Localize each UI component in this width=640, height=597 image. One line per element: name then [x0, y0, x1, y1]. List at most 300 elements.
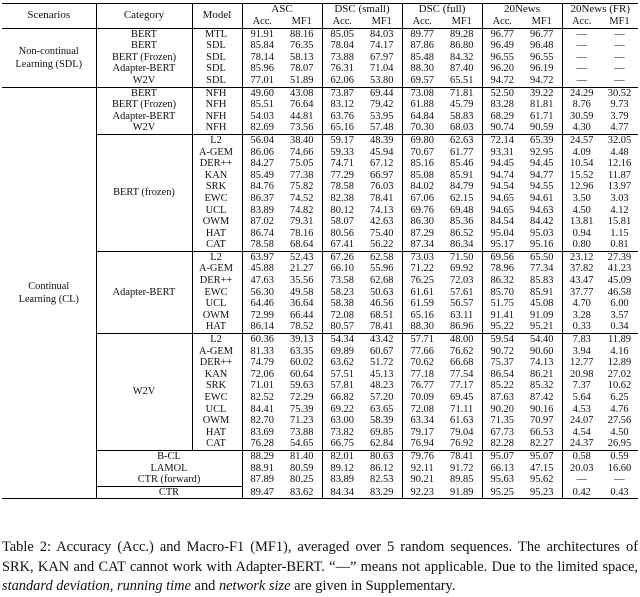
value-cell: 63.65: [362, 404, 402, 416]
value-cell: 9.73: [610, 99, 629, 111]
value-cell: 58.83: [442, 111, 482, 123]
value-cell: 73.82: [330, 426, 354, 438]
value-cell: 50.63: [362, 287, 402, 299]
value-cell: 39.22: [522, 87, 562, 99]
value-cell: 69.56: [482, 251, 522, 263]
value-cell: 48.39: [362, 134, 402, 146]
value-cell: 87.42: [522, 392, 562, 404]
value-cell: 87.86: [410, 40, 434, 52]
value-cell: 57.81: [330, 380, 354, 392]
category-group: W2V: [96, 334, 192, 451]
table-row: [2, 463, 638, 475]
value-cell: 75.40: [362, 228, 402, 240]
value-cell: 60.64: [282, 369, 322, 381]
value-cell: 65.51: [442, 75, 482, 87]
value-cell: 77.38: [282, 170, 322, 182]
table-caption: [2, 538, 638, 597]
scenario-cl: Continual Learning (CL): [2, 87, 96, 499]
value-cell: 4.09: [572, 146, 591, 158]
value-cell: —: [576, 51, 587, 63]
value-cell: 56.30: [250, 286, 274, 298]
value-cell: 12.16: [607, 158, 632, 170]
value-cell: 57.48: [362, 122, 402, 134]
value-cell: 48.23: [362, 380, 402, 392]
value-cell: 0.58: [562, 450, 601, 462]
category-cell: Adapter-BERT: [96, 111, 192, 123]
value-cell: 61.63: [442, 415, 482, 427]
value-cell: 76.94: [410, 438, 434, 450]
value-cell: 94.63: [522, 205, 562, 217]
value-cell: 96.48: [522, 40, 562, 52]
model-cell: DER++: [192, 158, 242, 170]
value-cell: 3.50: [572, 192, 591, 204]
value-cell: 61.71: [522, 111, 562, 123]
value-cell: 87.34: [410, 239, 434, 251]
table-row: [2, 111, 638, 123]
model-cell: OWM: [192, 415, 242, 427]
value-cell: 83.89: [250, 204, 274, 216]
value-cell: —: [614, 51, 625, 63]
table-row: [2, 52, 638, 64]
value-cell: 61.59: [410, 298, 434, 310]
value-cell: 20.98: [570, 368, 594, 380]
table-row: [2, 63, 638, 75]
value-cell: 91.09: [522, 310, 562, 322]
value-cell: —: [614, 63, 625, 75]
value-cell: 67.97: [362, 52, 402, 64]
value-cell: 95.22: [490, 321, 514, 333]
value-cell: 58.39: [362, 415, 402, 427]
value-cell: 66.53: [522, 427, 562, 439]
category-cell: BERT (Frozen): [96, 99, 192, 111]
value-cell: 88.91: [250, 462, 274, 474]
value-cell: 73.58: [330, 275, 354, 287]
header-row: [2, 4, 638, 17]
value-cell: 6.00: [610, 298, 629, 310]
model-cell: EWC: [192, 392, 242, 404]
value-cell: 72.03: [442, 275, 482, 287]
value-cell: 74.71: [330, 158, 354, 170]
model-cell: UCL: [192, 298, 242, 310]
value-cell: 51.89: [282, 75, 322, 87]
table-row: [2, 251, 638, 263]
value-cell: 3.94: [572, 345, 591, 357]
value-cell: 78.52: [282, 321, 322, 333]
value-cell: 61.88: [410, 99, 434, 111]
header-mf1: MF1: [609, 16, 630, 27]
value-cell: 73.08: [402, 87, 442, 99]
value-cell: 54.34: [322, 334, 362, 346]
value-cell: 69.48: [442, 205, 482, 217]
caption-text-2: ,: [109, 578, 117, 594]
value-cell: 95.16: [522, 239, 562, 251]
value-cell: 47.15: [522, 463, 562, 475]
value-cell: 60.02: [282, 357, 322, 369]
value-cell: 26.95: [607, 438, 632, 450]
value-cell: 84.02: [410, 181, 434, 193]
value-cell: 90.16: [522, 404, 562, 416]
value-cell: —: [562, 28, 601, 40]
value-cell: 85.05: [322, 28, 362, 40]
value-cell: 84.41: [250, 403, 274, 415]
value-cell: 77.17: [442, 380, 482, 392]
value-cell: 88.30: [410, 321, 434, 333]
value-cell: 62.63: [442, 134, 482, 146]
value-cell: 75.82: [282, 181, 322, 193]
value-cell: 57.51: [330, 368, 354, 380]
value-cell: 60.36: [242, 334, 282, 346]
value-cell: 82.70: [250, 415, 274, 427]
table-row: [2, 334, 638, 346]
caption-emphasis-time: running time: [117, 578, 191, 594]
value-cell: 32.05: [601, 134, 638, 146]
value-cell: 55.96: [362, 263, 402, 275]
value-cell: 83.12: [330, 99, 354, 111]
model-cell: SDL: [192, 75, 242, 87]
value-cell: 87.29: [410, 227, 434, 239]
value-cell: 78.04: [330, 40, 354, 52]
model-cell: SRK: [192, 380, 242, 392]
value-cell: 52.43: [282, 251, 322, 263]
value-cell: 85.83: [522, 275, 562, 287]
header-dataset: 20News: [482, 4, 562, 17]
value-cell: 77.34: [522, 263, 562, 275]
value-cell: 95.25: [482, 486, 522, 499]
value-cell: 63.34: [410, 415, 434, 427]
value-cell: 96.19: [522, 63, 562, 75]
category-cell: BERT: [96, 28, 192, 40]
value-cell: 66.75: [330, 438, 354, 450]
value-cell: 68.03: [442, 122, 482, 134]
value-cell: 94.65: [490, 204, 514, 216]
value-cell: 88.30: [410, 63, 434, 75]
value-cell: 94.72: [522, 75, 562, 87]
value-cell: 62.84: [362, 438, 402, 450]
value-cell: 86.74: [250, 227, 274, 239]
table-row: [2, 99, 638, 111]
value-cell: 56.22: [362, 239, 402, 251]
value-cell: 52.50: [482, 87, 522, 99]
value-cell: 7.83: [562, 334, 601, 346]
value-cell: 46.58: [607, 286, 632, 298]
value-cell: 71.22: [410, 263, 434, 275]
category-cell: W2V: [96, 122, 192, 134]
value-cell: 12.96: [570, 181, 594, 193]
value-cell: 78.41: [442, 450, 482, 462]
model-cell: UCL: [192, 404, 242, 416]
value-cell: 81.40: [282, 450, 322, 462]
value-cell: 71.23: [282, 415, 322, 427]
value-cell: 84.34: [322, 486, 362, 499]
value-cell: 91.89: [442, 486, 482, 499]
value-cell: 69.89: [330, 345, 354, 357]
value-cell: 69.45: [442, 392, 482, 404]
value-cell: 85.36: [442, 216, 482, 228]
value-cell: 72.08: [410, 403, 434, 415]
value-cell: 85.91: [442, 170, 482, 182]
value-cell: 94.45: [490, 158, 514, 170]
header-dataset: ASC: [242, 4, 322, 17]
value-cell: 70.62: [410, 357, 434, 369]
value-cell: 43.42: [362, 334, 402, 346]
caption-text-4: are given in Supplementary.: [290, 578, 456, 594]
value-cell: 94.65: [490, 192, 514, 204]
value-cell: 56.04: [242, 134, 282, 146]
value-cell: 24.37: [570, 438, 594, 450]
value-cell: 4.70: [572, 298, 591, 310]
value-cell: 67.12: [362, 158, 402, 170]
value-cell: 12.89: [607, 357, 632, 369]
value-cell: 72.08: [330, 309, 354, 321]
value-cell: 37.77: [570, 286, 594, 298]
model-cell: SDL: [192, 63, 242, 75]
caption-emphasis-std: standard deviation: [2, 578, 110, 594]
value-cell: 79.76: [402, 450, 442, 462]
value-cell: 43.08: [282, 87, 322, 99]
value-cell: 70.09: [410, 392, 434, 403]
value-cell: 84.76: [250, 181, 274, 193]
model-cell: UCL: [192, 205, 242, 217]
value-cell: 0.42: [562, 486, 601, 499]
value-cell: 68.51: [362, 310, 402, 322]
value-cell: 83.28: [490, 99, 514, 111]
value-cell: 38.40: [282, 134, 322, 146]
value-cell: 45.13: [362, 369, 402, 381]
model-cell: OWM: [192, 310, 242, 322]
value-cell: 71.11: [442, 404, 482, 416]
value-cell: 74.52: [282, 193, 322, 205]
value-cell: 3.28: [572, 309, 591, 321]
value-cell: 44.81: [282, 111, 322, 123]
value-cell: 46.56: [362, 298, 402, 310]
value-cell: 67.41: [330, 239, 354, 251]
value-cell: 95.63: [490, 474, 514, 486]
value-cell: 91.91: [242, 28, 282, 40]
value-cell: 85.70: [490, 286, 514, 298]
model-cell: KAN: [192, 170, 242, 182]
value-cell: 59.33: [330, 146, 354, 158]
value-cell: 94.74: [490, 169, 514, 181]
value-cell: 85.51: [250, 99, 274, 111]
value-cell: 85.48: [410, 51, 434, 63]
value-cell: 4.16: [610, 345, 629, 357]
value-cell: 86.21: [522, 369, 562, 381]
value-cell: 73.87: [322, 87, 362, 99]
value-cell: 72.99: [250, 309, 274, 321]
value-cell: 0.33: [572, 321, 591, 333]
value-cell: 96.49: [490, 40, 514, 52]
table-row: [2, 40, 638, 52]
value-cell: 78.96: [490, 263, 514, 275]
category-cell: W2V: [96, 75, 192, 87]
model-cell: SDL: [192, 40, 242, 52]
value-cell: 82.38: [330, 192, 354, 204]
value-cell: 88.16: [282, 28, 322, 40]
value-cell: 94.55: [522, 181, 562, 193]
value-cell: 86.34: [442, 239, 482, 251]
model-cell: A-GEM: [192, 263, 242, 275]
category-group: Adapter-BERT: [96, 251, 192, 333]
table-row: [2, 28, 638, 40]
value-cell: 83.69: [250, 426, 274, 438]
category-cell: BERT: [96, 87, 192, 99]
value-cell: 81.81: [522, 99, 562, 111]
value-cell: 0.43: [601, 486, 638, 499]
header-acc: Acc.: [252, 16, 272, 27]
value-cell: 77.54: [442, 369, 482, 381]
value-cell: 24.29: [562, 87, 601, 99]
value-cell: 68.64: [282, 239, 322, 251]
value-cell: 84.42: [522, 216, 562, 228]
value-cell: 68.29: [490, 110, 514, 122]
value-cell: 57.71: [402, 334, 442, 346]
value-cell: 87.89: [250, 474, 274, 486]
header-scenarios: Scenarios: [2, 4, 96, 29]
value-cell: 4.48: [610, 146, 629, 158]
value-cell: 60.67: [362, 346, 402, 358]
header-mf1: MF1: [362, 16, 402, 28]
value-cell: 76.62: [442, 346, 482, 358]
value-cell: 95.21: [522, 321, 562, 333]
value-cell: 27.39: [601, 251, 638, 263]
value-cell: 62.58: [362, 251, 402, 263]
value-cell: 10.62: [607, 380, 632, 392]
value-cell: 71.81: [442, 87, 482, 99]
value-cell: 86.06: [250, 146, 274, 158]
value-cell: 78.58: [250, 239, 274, 251]
value-cell: 69.44: [362, 87, 402, 99]
value-cell: 95.23: [522, 486, 562, 499]
value-cell: 85.16: [410, 158, 434, 170]
value-cell: 58.13: [282, 52, 322, 64]
value-cell: 64.84: [410, 110, 434, 122]
value-cell: 83.89: [330, 474, 354, 486]
model-cell: DER++: [192, 357, 242, 369]
value-cell: 23.12: [562, 251, 601, 263]
value-cell: 24.07: [570, 415, 594, 427]
value-cell: 70.67: [410, 146, 434, 158]
value-cell: 7.37: [572, 380, 591, 392]
category-cell: B-CL: [96, 450, 242, 462]
value-cell: 65.50: [522, 251, 562, 263]
value-cell: 53.95: [362, 111, 402, 123]
value-cell: 78.58: [330, 181, 354, 193]
value-cell: 20.03: [570, 462, 594, 474]
value-cell: 49.60: [242, 87, 282, 99]
value-cell: 83.29: [362, 486, 402, 499]
value-cell: 66.97: [362, 170, 402, 182]
model-cell: MTL: [192, 28, 242, 40]
model-cell: NFH: [192, 111, 242, 123]
model-cell: EWC: [192, 287, 242, 299]
value-cell: 95.07: [482, 450, 522, 462]
value-cell: 0.81: [610, 239, 629, 251]
value-cell: 85.32: [522, 380, 562, 392]
value-cell: 82.53: [362, 474, 402, 486]
value-cell: 96.55: [522, 52, 562, 64]
value-cell: 64.46: [250, 298, 274, 310]
value-cell: 89.77: [402, 28, 442, 40]
model-cell: CAT: [192, 438, 242, 450]
value-cell: 84.79: [442, 181, 482, 193]
value-cell: 65.39: [522, 134, 562, 146]
model-cell: DER++: [192, 275, 242, 287]
value-cell: 74.79: [250, 357, 274, 369]
value-cell: 86.54: [490, 368, 514, 380]
value-cell: 66.82: [330, 392, 354, 403]
model-cell: CAT: [192, 239, 242, 251]
value-cell: 70.97: [522, 415, 562, 427]
value-cell: 4.30: [572, 122, 591, 134]
value-cell: 89.47: [242, 486, 282, 499]
value-cell: 73.88: [330, 51, 354, 63]
value-cell: 94.45: [522, 158, 562, 170]
value-cell: 66.13: [490, 462, 514, 474]
value-cell: 72.29: [282, 392, 322, 404]
value-cell: 11.89: [601, 334, 638, 346]
value-cell: 61.77: [442, 147, 482, 159]
value-cell: 59.17: [322, 134, 362, 146]
value-cell: 84.27: [250, 158, 274, 170]
value-cell: 4.12: [610, 204, 629, 216]
value-cell: 27.02: [607, 368, 632, 380]
value-cell: 30.59: [570, 110, 594, 122]
value-cell: 88.29: [242, 450, 282, 462]
value-cell: 85.49: [250, 169, 274, 181]
value-cell: 12.77: [570, 357, 594, 369]
value-cell: 80.57: [330, 321, 354, 333]
value-cell: —: [614, 40, 625, 52]
value-cell: 92.11: [410, 462, 434, 474]
value-cell: 15.52: [570, 169, 594, 181]
value-cell: 10.54: [570, 158, 594, 170]
value-cell: 4.77: [610, 122, 629, 134]
header-dataset: DSC (small): [322, 4, 402, 17]
model-cell: HAT: [192, 427, 242, 439]
value-cell: 59.63: [282, 380, 322, 392]
value-cell: 90.20: [490, 403, 514, 415]
value-cell: 95.62: [522, 474, 562, 486]
value-cell: 90.72: [490, 345, 514, 357]
value-cell: 80.56: [330, 227, 354, 239]
value-cell: 89.85: [442, 474, 482, 486]
value-cell: 37.82: [570, 263, 594, 275]
value-cell: 27.56: [607, 415, 632, 427]
value-cell: 74.82: [282, 205, 322, 217]
value-cell: 86.96: [442, 321, 482, 333]
value-cell: 4.50: [572, 204, 591, 216]
value-cell: 56.57: [442, 298, 482, 310]
value-cell: 69.76: [410, 204, 434, 216]
value-cell: 3.79: [610, 110, 629, 122]
value-cell: 76.28: [250, 438, 274, 450]
value-cell: 3.57: [610, 309, 629, 321]
value-cell: 76.64: [282, 99, 322, 111]
value-cell: 67.73: [490, 426, 514, 438]
value-cell: 91.41: [490, 309, 514, 321]
value-cell: 96.77: [522, 28, 562, 40]
value-cell: 54.65: [282, 438, 322, 450]
value-cell: 43.47: [570, 275, 594, 287]
value-cell: 54.03: [250, 110, 274, 122]
value-cell: 4.50: [610, 426, 629, 438]
table-row: [2, 486, 638, 499]
value-cell: 87.63: [490, 392, 514, 403]
value-cell: 74.13: [522, 357, 562, 369]
value-cell: 61.61: [410, 286, 434, 298]
value-cell: 13.97: [607, 181, 632, 193]
header-mf1: MF1: [522, 16, 562, 28]
